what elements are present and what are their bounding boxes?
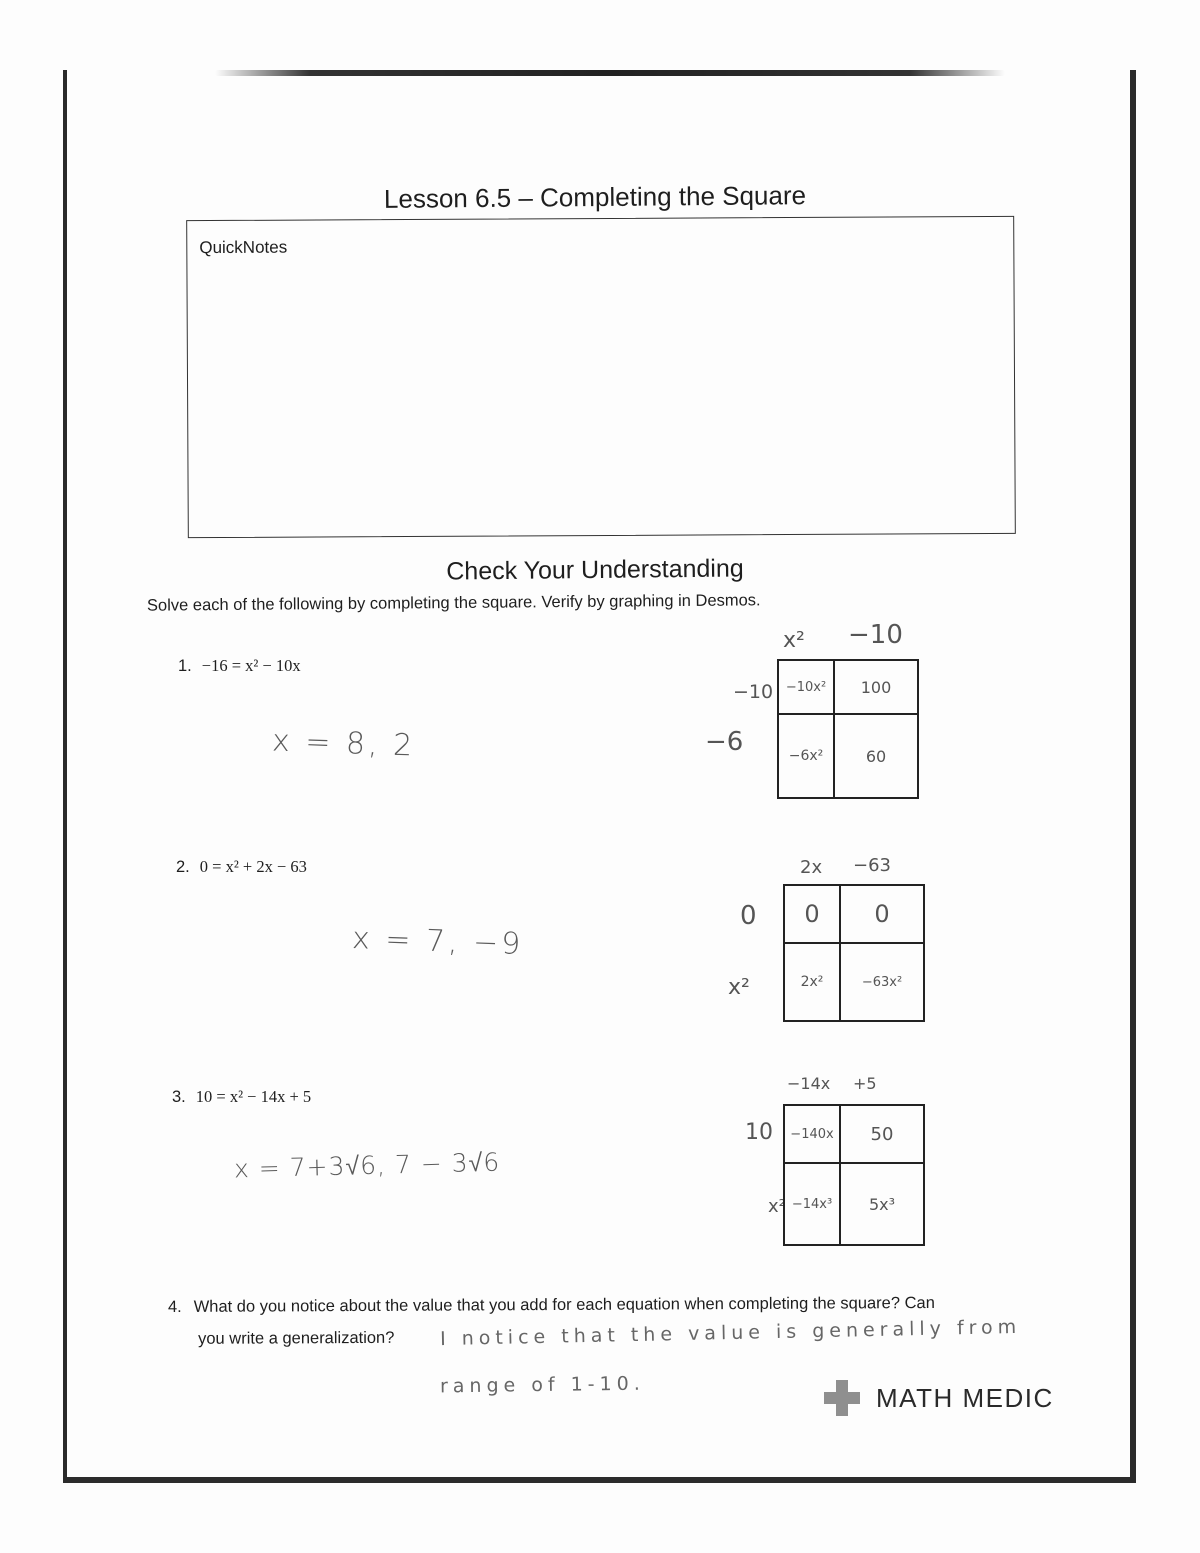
- page-left-edge: [63, 70, 67, 1482]
- problem-3-answer: x = 7+3√6, 7 − 3√6: [233, 1147, 501, 1184]
- grid-1-col-label-2: −10: [848, 620, 903, 650]
- problem-2: [176, 857, 307, 877]
- question-4-number: 4.: [167, 1297, 182, 1317]
- problem-2-answer: x = 7, −9: [351, 921, 524, 962]
- grid-3-row-label-1: 10: [745, 1120, 773, 1145]
- grid-2-row-label-2: x²: [728, 975, 750, 1000]
- grid-2-cell: 0: [784, 885, 840, 943]
- page-top-edge: [215, 70, 1005, 76]
- instructions: Solve each of the following by completing the square. Verify by graphing in Desmos.: [146, 591, 761, 615]
- grid-1-cell: −6x²: [778, 714, 834, 798]
- grid-2-cell: −63x²: [840, 943, 924, 1021]
- grid-2-col-label-1: 2x: [800, 857, 823, 878]
- problem-2-equation: 0 = x² + 2x − 63: [199, 857, 307, 876]
- section-title: Check Your Understanding: [446, 554, 744, 586]
- logo-text: MATH MEDIC: [876, 1382, 1054, 1413]
- question-4-answer-line-1: I notice that the value is generally from: [439, 1315, 1022, 1351]
- problem-3: [172, 1087, 311, 1107]
- grid-1-row-label-2: −6: [705, 727, 744, 757]
- grid-3-cell: −140x: [784, 1105, 840, 1163]
- problem-3-number: 3.: [172, 1088, 186, 1106]
- problem-2-number: 2.: [176, 858, 190, 876]
- page-bottom-edge: [63, 1477, 1136, 1483]
- question-4-line-1: What do you notice about the value that you add for each equation when completing the square? Can: [193, 1293, 935, 1316]
- question-4-line-2: you write a generalization?: [198, 1328, 395, 1348]
- grid-1-cell: 60: [834, 714, 918, 798]
- lesson-title: Lesson 6.5 – Completing the Square: [383, 180, 807, 214]
- quicknotes-box[interactable]: [186, 216, 1016, 538]
- grid-3: [783, 1104, 925, 1246]
- grid-3-col-label-1: −14x: [787, 1074, 831, 1093]
- grid-2-row-label-1: 0: [740, 901, 757, 931]
- plus-icon: [822, 1378, 862, 1418]
- quicknotes-label: QuickNotes: [199, 237, 288, 258]
- grid-2-cell: 2x²: [784, 943, 840, 1021]
- problem-1: [178, 656, 301, 676]
- math-medic-logo: [822, 1378, 1054, 1418]
- problem-3-equation: 10 = x² − 14x + 5: [195, 1087, 312, 1106]
- grid-1: [777, 659, 919, 799]
- page-right-edge: [1130, 70, 1136, 1482]
- grid-3-cell: −14x³: [784, 1163, 840, 1245]
- grid-1-row-label-1: −10: [733, 681, 774, 703]
- problem-1-equation: −16 = x² − 10x: [201, 656, 301, 675]
- grid-3-col-label-2: +5: [853, 1074, 877, 1093]
- grid-1-col-label-1: x²: [783, 628, 805, 653]
- grid-3-cell: 50: [840, 1105, 924, 1163]
- problem-1-number: 1.: [178, 657, 192, 675]
- grid-2-cell: 0: [840, 885, 924, 943]
- question-4-answer-line-2: range of 1-10.: [439, 1372, 645, 1398]
- grid-1-cell: −10x²: [778, 660, 834, 714]
- problem-1-answer: x = 8, 2: [271, 723, 416, 764]
- grid-2: [783, 884, 925, 1022]
- grid-1-cell: 100: [834, 660, 918, 714]
- grid-2-col-label-2: −63: [853, 855, 891, 876]
- grid-3-row-label-2: x²: [768, 1196, 786, 1217]
- grid-3-cell: 5x³: [840, 1163, 924, 1245]
